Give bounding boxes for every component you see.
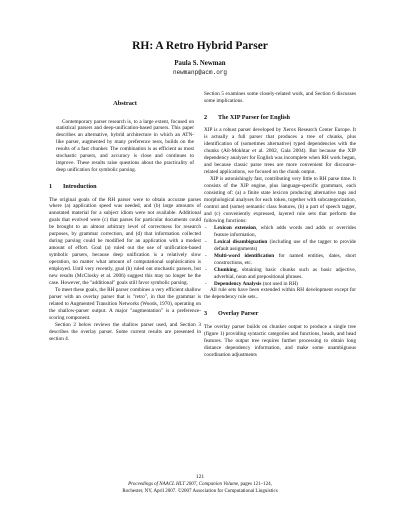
author-email: newmanp@acm.org <box>172 69 227 76</box>
list-item <box>204 239 356 253</box>
abstract-heading: Abstract <box>113 100 137 107</box>
paper-title: RH: A Retro Hybrid Parser <box>132 40 268 52</box>
right-column <box>204 91 356 359</box>
abstract-text: Contemporary parser research is, to a large extent, focused on statistical parsers and deep-unification-based parsers. This paper describes an alternative, hybrid architecture in which an ATN-like parser, augmented by many preference tests, builds on the results of a fast chunker. The combination is as efficient as most stochastic parsers, and accuracy is close and continues to improve. These results raise questions about the practicality of deep unification for symbolic parsing. <box>56 118 194 174</box>
list-item-term: Lexical disambiguation <box>214 238 268 245</box>
section-title: The XIP Parser for English <box>218 113 290 121</box>
list-item <box>204 225 356 239</box>
xip-paragraph-3: All rule sets have been extended within RH development except for the dependency rule sets.. <box>204 287 356 301</box>
list-item-term: Dependency Analysis <box>214 280 262 287</box>
section-number: 1 <box>49 183 53 191</box>
intro-paragraph-3: Section 2 below reviews the shallow parser used, and Section 3 describes the overlay parser. Some current results are presented in section 4. <box>49 321 201 342</box>
page-number: 121 <box>195 474 205 480</box>
section-number: 2 <box>204 113 208 121</box>
intro-paragraph-3-continued: Section 5 examines some closely-related work, and Section 6 discusses some implications. <box>204 91 356 104</box>
list-item-term: Chunking <box>214 266 237 273</box>
xip-paragraph-1: XIP is a robust parser developed by Xerox Research Center Europe. It is actually a full parser that produces a tree of chunks, plus identification of (sometimes alternative) typed dependencies with the chunks (Aït-Mokhtar et al. 2002, Gala 2004). But because the XIP dependency analyzer for English was incomplete when RH work began, and because classic parse trees are more convenient for discourse-related applications, we focused on the chunk output. <box>204 127 356 175</box>
left-column <box>49 94 201 343</box>
list-item-text: (including use of the tagger to provide default assignments) <box>214 238 356 252</box>
section-heading-overlay-parser <box>204 310 356 318</box>
list-item-text: (not used in RH) <box>261 280 298 287</box>
list-item-text: , which adds words and adds or overrides feature information, <box>214 224 356 238</box>
overlay-paragraph-1: The overlay parser builds on chunker output to produce a single tree (figure 1) providing syntactic categories and functions, heads, and head features. The output tree requires further processing to obtain long distance dependency information, and make some unambiguous coordination adjustments <box>204 323 356 358</box>
copyright-line: Rochester, NY, April 2007. ©2007 Association for Computational Linguistics <box>122 488 278 494</box>
section-heading-introduction <box>49 183 201 191</box>
list-item <box>204 281 356 288</box>
xip-function-list <box>204 225 356 288</box>
section-title: Overlay Parser <box>218 310 259 318</box>
section-title: Introduction <box>63 183 97 191</box>
author-name: Paula S. Newman <box>174 60 226 67</box>
list-item-text: for named entities, dates, short constructions, etc. <box>214 252 356 266</box>
list-item-text: , obtaining basic chunks such as basic adjective, adverbial, noun and prepositional phrases. <box>214 266 356 280</box>
section-number: 3 <box>204 310 208 318</box>
intro-paragraph-2: To meet these goals, the RH parser combines a very efficient shallow parser with an overlay parser that is "retro", in that the grammar is related to Augmented Transition Networks (Woods, 1970), operating on the shallow-parser output. A major "augmentation" is a preference-scoring component. <box>49 287 201 321</box>
page-footer <box>0 474 400 495</box>
list-item-term: Multi-word identification <box>214 252 275 259</box>
list-item-term: Lexicon extension <box>214 224 256 231</box>
list-item <box>204 267 356 281</box>
xip-paragraph-2: XIP is astonishingly fast, contributing very little to RH parse time. It consists of the XIP engine, plus language-specific grammars, each consisting of: (a) a finite state lexicon producing alternative tags and morphological analyses for each token, together with subcategorization, control and (some) semantic class features, (b) a part of speech tagger, and (c) conveniently expressed, layered rule sets that perform the following functions: <box>204 175 356 224</box>
intro-paragraph-1: The original goals of the RH parser were to obtain accurate parses where (a) application speed was needed, and (b) large amounts of annotated material for a subject idiom were not available. Additional goals that evolved were (c) that parses for particular documents could be brought to an almost arbitrary level of correctness for research purposes, by grammar correction, and (d) that information collected during parsing could be modified for an application with a modest amount of effort. Goal (a) ruled out the use of unification-based symbolic parsers, because deep unification is a relatively slow operation, no matter what amount of computational sophistication is employed. Until very recently, goal (b) ruled out stochastic parsers, but new results (McClosky et al. 2006) suggest this may no longer be the case. However, the "additional" goals still favor symbolic parsing. <box>49 196 201 287</box>
list-item <box>204 253 356 267</box>
proceedings-title: Proceedings of NAACL HLT 2007, Companion Volume <box>128 482 239 488</box>
proceedings-pages: , pages 121–124, <box>238 482 272 488</box>
section-heading-xip <box>204 114 356 122</box>
